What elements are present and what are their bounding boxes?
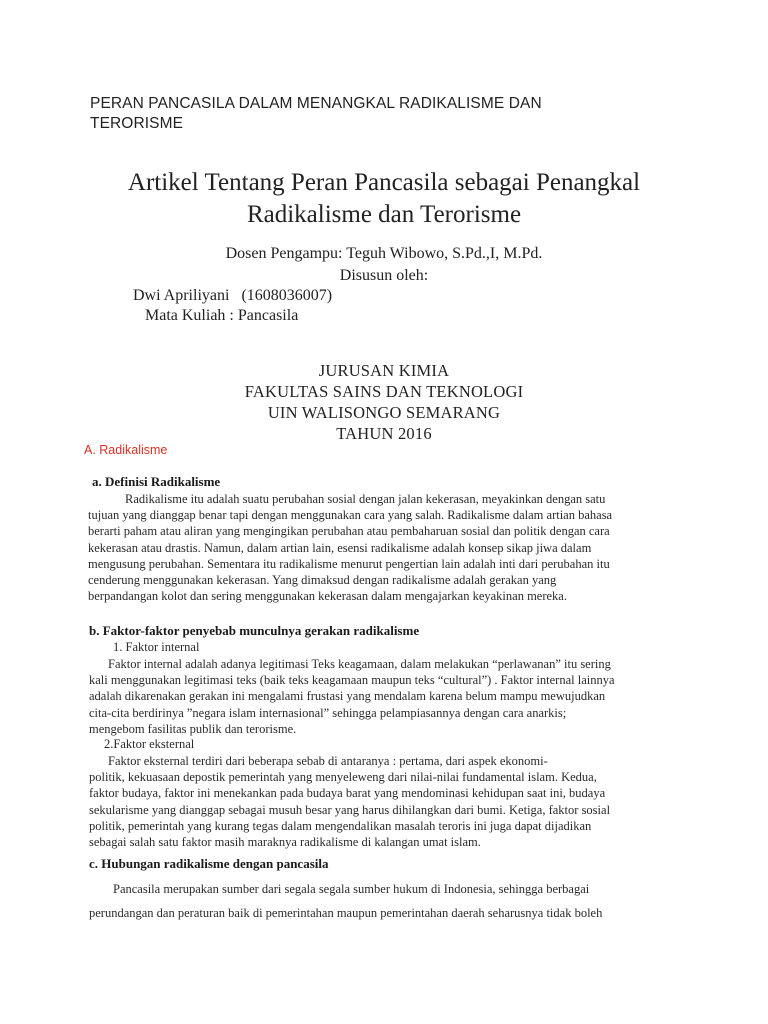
external-factor-paragraph	[89, 753, 610, 850]
paragraph-line: berarti paham atau aliran yang mengingikan perubahan atau pembaharuan sosial dan politik dengan cara	[88, 524, 610, 539]
section-a-title: A. Radikalisme	[84, 443, 168, 457]
paragraph-line: faktor budaya, faktor ini menekankan pada budaya barat yang mendominasi kehidupan saat ini, budaya	[89, 786, 606, 801]
paragraph-line: Faktor eksternal terdiri dari beberapa sebab di antaranya : pertama, dari aspek ekonomi-	[108, 754, 548, 768]
definition-paragraph	[88, 491, 612, 604]
paragraph-line: Radikalisme itu adalah suatu perubahan sosial dengan jalan kekerasan, meyakinkan dengan satu	[125, 492, 606, 506]
faculty-line: FAKULTAS SAINS DAN TEKNOLOGI	[244, 382, 524, 401]
university-line: UIN WALISONGO SEMARANG	[267, 403, 501, 422]
lecturer-line: Dosen Pengampu: Teguh Wibowo, S.Pd.,I, M.Pd.	[225, 245, 543, 262]
subsection-a-title: a. Definisi Radikalisme	[92, 474, 221, 489]
paragraph-line: tujuan yang dianggap benar tapi dengan menggunakan cara yang salah. Radikalisme dalam artian bahasa	[88, 508, 613, 523]
compiled-by-line: Disusun oleh:	[339, 267, 429, 284]
paragraph-line: mengusung perubahan. Sementara itu radikalisme menurut pengertian lain adalah inti dari perubahan itu	[88, 556, 610, 571]
paragraph-line: politik, kekuasaan depostik pemerintah yang menyeleweng dari nilai-nilai fundamental islam. Kedua,	[89, 770, 597, 785]
external-factor-label: 2.Faktor eksternal	[104, 737, 195, 751]
course-line: Mata Kuliah : Pancasila	[145, 307, 299, 324]
paragraph-line: adalah dikarenakan gerakan ini mengalami frustasi yang mendalam karena belum mampu mewujudkan	[89, 689, 606, 704]
paragraph-line: cenderung menggunakan kekerasan. Yang dimaksud dengan radikalisme adalah gerakan yang	[88, 573, 557, 588]
document-heading	[90, 94, 650, 134]
paragraph-line: cita-cita berdirinya ”negara islam internasional” sehingga pelampiasannya dengan cara anarkis;	[89, 705, 567, 720]
author-line: Dwi Apriliyani (1608036007)	[133, 287, 333, 304]
paragraph-line: kekerasan atau drastis. Namun, dalam artian lain, esensi radikalisme adalah konsep sikap jiwa dalam	[88, 540, 592, 555]
paragraph-line: Faktor internal adalah adanya legitimasi Teks keagamaan, dalam melakukan “perlawanan” itu sering	[108, 657, 611, 671]
year-line: TAHUN 2016	[336, 424, 432, 443]
internal-factor-label: 1. Faktor internal	[113, 640, 200, 654]
paragraph-line: kali menggunakan legitimasi teks (baik teks keagamaan maupun teks “cultural”) . Faktor internal lainnya	[89, 673, 615, 688]
subsection-c-title: c. Hubungan radikalisme dengan pancasila	[89, 856, 329, 871]
paragraph-line: berpandangan kolot dan sering menggunakan kekerasan dalam mengajarkan keyakinan mereka.	[88, 589, 567, 604]
subsection-b-title: b. Faktor-faktor penyebab munculnya gerakan radikalisme	[89, 623, 420, 638]
article-title-line-1: Artikel Tentang Peran Pancasila sebagai Penangkal	[127, 169, 641, 196]
heading-line-1: PERAN PANCASILA DALAM MENANGKAL RADIKALISME DAN	[90, 95, 542, 112]
department-line: JURUSAN KIMIA	[318, 361, 450, 380]
paragraph-line: mengebom fasilitas publik dan terorisme.	[89, 721, 297, 736]
paragraph-line: sebagai salah satu faktor masih maraknya radikalisme di kalangan umat islam.	[89, 835, 481, 850]
heading-line-2: TERORISME	[90, 115, 184, 132]
paragraph-line: Pancasila merupakan sumber dari segala segala sumber hukum di Indonesia, sehingga berbagai	[113, 882, 590, 896]
relation-paragraph	[89, 877, 602, 925]
internal-factor-paragraph	[89, 656, 615, 737]
paragraph-line: perundangan dan peraturan baik di pemerintahan maupun pemerintahan daerah seharusnya tidak boleh	[89, 906, 603, 920]
article-title-line-2: Radikalisme dan Terorisme	[246, 201, 522, 228]
article-title	[100, 167, 668, 231]
paragraph-line: politik, pemerintah yang kurang tegas dalam mengendalikan masalah teroris ini juga dapat dijadikan	[89, 818, 592, 833]
paragraph-line: sekularisme yang dianggap sebagai musuh besar yang harus dihilangkan dari bumi. Ketiga, faktor sosial	[89, 802, 611, 817]
